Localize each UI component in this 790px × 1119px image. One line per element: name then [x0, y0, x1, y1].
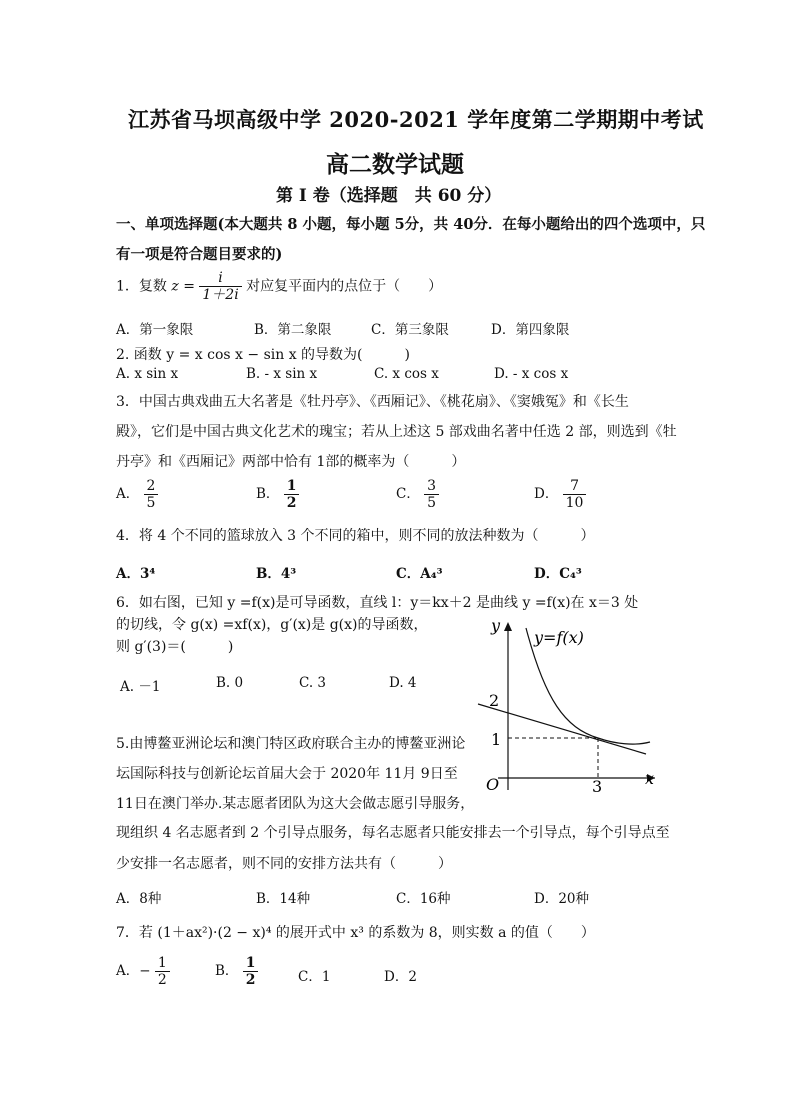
q1-fraction: [199, 270, 241, 303]
q3-option-b-fraction: [284, 478, 300, 511]
q3-option-a-label: A．: [116, 486, 140, 503]
question-7: 7．若 (1＋ax²)·(2 − x)⁴ 的展开式中 x³ 的系数为 8，则实数 a 的值（ ）: [116, 925, 595, 941]
exam-title: 江苏省马坝高级中学 2020-2021 学年度第二学期期中考试: [128, 107, 704, 132]
q1-fraction-num: i: [199, 270, 241, 287]
q7-option-b: [215, 955, 258, 988]
q3-option-c-label: C．: [396, 486, 420, 503]
q3-b-den: 2: [286, 495, 297, 512]
q3-b-num: 1: [284, 478, 300, 495]
q5-option-c: C．16种: [396, 891, 451, 907]
page-title: 高二数学试题: [326, 151, 464, 178]
q5-option-b: B．14种: [256, 891, 311, 907]
q5-line-5: 少安排一名志愿者，则不同的安排方法共有（ ）: [116, 856, 452, 872]
curve-label: y=f(x): [534, 628, 584, 647]
q1-option-c: C．第三象限: [371, 322, 449, 338]
q4-option-b: B．4³: [256, 566, 297, 582]
q3-option-b: [256, 478, 299, 511]
q3-option-c: [396, 478, 439, 511]
q4-option-d: D．C₄³: [534, 566, 582, 582]
tick-x-3: 3: [592, 777, 603, 794]
q3-c-den: 5: [427, 495, 437, 512]
q7-option-b-fraction: [243, 955, 259, 988]
q4-option-c: C．A₄³: [396, 566, 443, 582]
volume-heading: 第 I 卷（选择题 共 60 分）: [276, 186, 502, 206]
q7-b-den: 2: [245, 972, 256, 989]
q6-line-3: 则 g′(3)＝( ): [116, 639, 234, 655]
section-heading-line2: 有一项是符合题目要求的): [116, 246, 283, 263]
q3-a-num: 2: [144, 478, 159, 495]
q5-line-4: 现组织 4 名志愿者到 2 个引导点服务，每名志愿者只能安排去一个引导点，每个引导点至: [116, 825, 670, 841]
y-axis-label: y: [491, 616, 501, 635]
q3-d-den: 10: [565, 495, 584, 512]
q7-option-b-label: B．: [215, 963, 239, 980]
q1-tail: 对应复平面内的点位于（ ）: [246, 278, 443, 295]
q7-option-d: D．2: [384, 969, 417, 985]
origin-label: O: [486, 775, 500, 794]
q3-a-den: 5: [146, 495, 156, 512]
q5-option-a: A．8种: [116, 891, 162, 907]
q3-line-1: 3．中国古典戏曲五大名著是《牡丹亭》、《西厢记》、《桃花扇》、《窦娥冤》和《长生: [116, 394, 629, 410]
q6-line-2: 的切线，令 g(x) =xf(x)，g′(x)是 g(x)的导函数，: [116, 617, 428, 633]
q1-option-a: A．第一象限: [116, 322, 194, 338]
section-heading-line1: 一、单项选择题(本大题共 8 小题，每小题 5分，共 40分．在每小题给出的四个选项中，只: [116, 216, 706, 233]
tick-y-1: 1: [491, 730, 502, 749]
q7-a-num: 1: [155, 955, 170, 972]
question-4: 4．将 4 个不同的篮球放入 3 个不同的箱中，则不同的放法种数为（ ）: [116, 528, 595, 544]
q5-option-d: D．20种: [534, 891, 590, 907]
q3-option-a-fraction: [144, 478, 159, 511]
q7-option-a-label: A．−: [116, 963, 151, 980]
q3-option-c-fraction: [424, 478, 439, 511]
q6-option-c: C. 3: [299, 675, 327, 691]
question-1: [116, 270, 442, 303]
q7-option-a-fraction: [155, 955, 170, 988]
q3-d-num: 7: [563, 478, 587, 495]
function-graph: [470, 612, 670, 794]
tangent-line: [478, 704, 646, 754]
q2-option-c: C. x cos x: [374, 366, 439, 382]
q7-a-den: 2: [157, 972, 167, 989]
q2-option-a: A. x sin x: [116, 366, 179, 382]
q2-option-b: B. - x sin x: [246, 366, 318, 382]
q1-number: 1．复数: [116, 278, 167, 295]
q6-option-a: A. －1: [120, 679, 161, 695]
q3-option-d-label: D．: [534, 486, 559, 503]
q7-option-c: C．1: [298, 969, 331, 985]
q2-option-d: D. - x cos x: [494, 366, 569, 382]
q4-option-a: A．3⁴: [116, 566, 156, 582]
q3-line-2: 殿》，它们是中国古典文化艺术的瑰宝；若从上述这 5 部戏曲名著中任选 2 部，则选到《牡: [116, 424, 677, 440]
q7-option-a: [116, 955, 170, 988]
x-axis-label: x: [645, 769, 655, 788]
q5-line-3: 11日在澳门举办.某志愿者团队为这大会做志愿引导服务，: [116, 796, 475, 812]
q3-option-a: [116, 478, 158, 511]
q3-option-b-label: B．: [256, 486, 280, 503]
q3-option-d: [534, 478, 586, 511]
q6-option-d: D. 4: [389, 675, 417, 691]
q1-z: z =: [171, 278, 195, 295]
q6-option-b: B. 0: [216, 675, 244, 691]
q1-fraction-den: 1＋2i: [202, 287, 239, 304]
q3-option-d-fraction: [563, 478, 587, 511]
q5-line-1: 5.由博鳌亚洲论坛和澳门特区政府联合主办的博鳌亚洲论: [116, 736, 466, 752]
q5-line-2: 坛国际科技与创新论坛首届大会于 2020年 11月 9日至: [116, 766, 458, 782]
q7-b-num: 1: [243, 955, 259, 972]
tick-y-2: 2: [489, 691, 500, 710]
q3-c-num: 3: [424, 478, 439, 495]
q3-line-3: 丹亭》和《西厢记》两部中恰有 1部的概率为（ ）: [116, 454, 466, 470]
question-2: 2. 函数 y = x cos x − sin x 的导数为( ): [116, 347, 410, 363]
q1-option-b: B．第二象限: [254, 322, 332, 338]
y-axis-arrow: [504, 622, 512, 631]
q1-option-d: D．第四象限: [491, 322, 570, 338]
q6-line-1: 6．如右图，已知 y =f(x)是可导函数，直线 l：y＝kx＋2 是曲线 y =f(x)在 x＝3 处: [116, 595, 639, 611]
